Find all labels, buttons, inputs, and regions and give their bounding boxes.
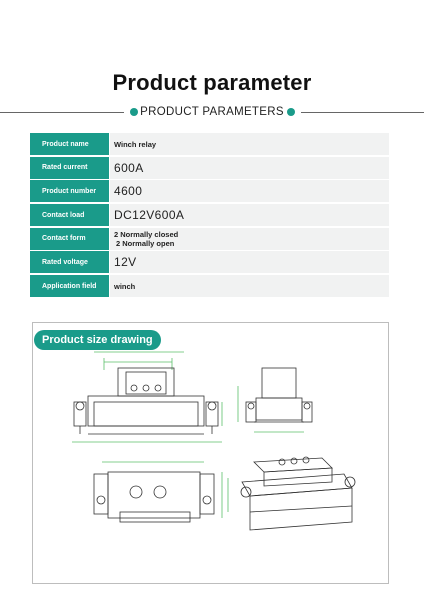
dot-left xyxy=(130,108,138,116)
param-value: Winch relay xyxy=(114,139,157,149)
param-label: Application field xyxy=(30,275,110,297)
param-row-application-field xyxy=(30,275,389,297)
isometric-view-drawing xyxy=(241,457,355,530)
subtitle-text: PRODUCT PARAMETERS xyxy=(140,106,284,118)
param-value: 12V xyxy=(114,255,137,270)
param-label: Contact form xyxy=(30,228,110,250)
product-size-drawing-badge: Product size drawing xyxy=(34,330,161,350)
parameter-table xyxy=(30,133,389,299)
param-row-rated-voltage xyxy=(30,251,389,273)
param-row-contact-form xyxy=(30,228,389,250)
page-title: Product parameter xyxy=(112,70,312,95)
dot-right xyxy=(287,108,295,116)
param-value: winch xyxy=(114,281,136,291)
param-value-line-1: 2 Normally closed xyxy=(114,229,179,239)
param-value xyxy=(110,228,389,250)
param-value: 600A xyxy=(114,160,144,175)
param-label: Product name xyxy=(30,133,110,155)
divider-right xyxy=(301,112,424,113)
top-view-drawing xyxy=(94,462,228,522)
divider-left xyxy=(0,112,124,113)
param-row-product-number xyxy=(30,180,389,202)
size-drawings xyxy=(32,322,389,584)
param-value: 4600 xyxy=(114,184,143,199)
param-row-contact-load xyxy=(30,204,389,226)
param-row-rated-current xyxy=(30,157,389,179)
param-label: Product number xyxy=(30,180,110,202)
param-row-product-name xyxy=(30,133,389,155)
param-label: Contact load xyxy=(30,204,110,226)
param-label: Rated voltage xyxy=(30,251,110,273)
param-value: DC12V600A xyxy=(114,208,185,223)
front-view-drawing xyxy=(72,352,222,442)
param-label: Rated current xyxy=(30,157,110,179)
param-value-line-2: 2 Normally open xyxy=(116,238,175,248)
section-subtitle xyxy=(0,104,424,120)
side-view-drawing xyxy=(238,368,312,432)
